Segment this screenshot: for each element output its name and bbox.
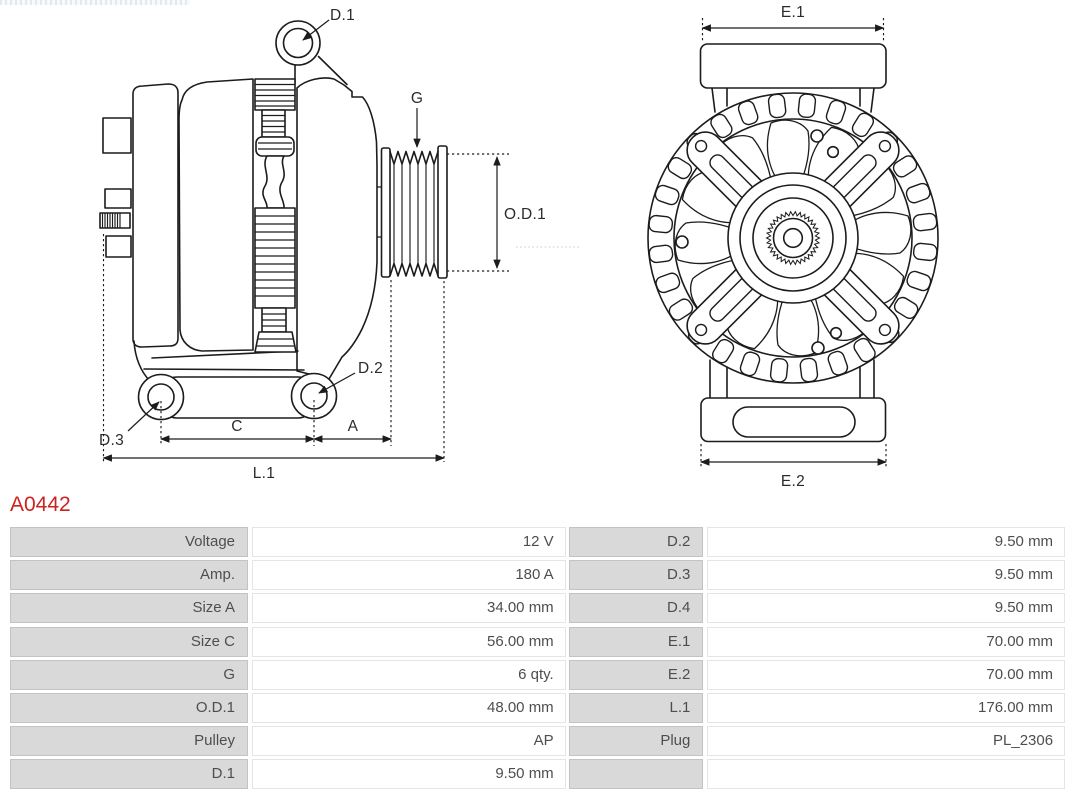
dim-label-e2: E.2 xyxy=(780,473,806,490)
spec-value: 6 qty. xyxy=(252,660,566,690)
spec-value: 180 A xyxy=(252,560,566,590)
dim-label-d3: D.3 xyxy=(99,432,125,449)
spec-value: 12 V xyxy=(252,527,566,557)
hole xyxy=(812,342,824,354)
spec-value: 70.00 mm xyxy=(707,660,1065,690)
hole xyxy=(828,147,839,158)
spec-label: G xyxy=(10,660,248,690)
spec-label: Size A xyxy=(10,593,248,623)
dim-label-g: G xyxy=(410,90,424,107)
spec-value: 176.00 mm xyxy=(707,693,1065,723)
spec-table xyxy=(10,527,1065,789)
spec-value: 56.00 mm xyxy=(252,627,566,657)
spec-value: 9.50 mm xyxy=(707,560,1065,590)
spec-value: 9.50 mm xyxy=(707,527,1065,557)
spec-value: PL_2306 xyxy=(707,726,1065,756)
dim-label-l1: L.1 xyxy=(252,465,276,482)
spec-value: 70.00 mm xyxy=(707,627,1065,657)
spec-label: D.4 xyxy=(569,593,703,623)
dim-label-d2: D.2 xyxy=(358,360,384,377)
spec-value: 48.00 mm xyxy=(252,693,566,723)
dim-label-c: C xyxy=(231,418,243,435)
spec-label: Voltage xyxy=(10,527,248,557)
hole xyxy=(831,328,842,339)
spec-label: Pulley xyxy=(10,726,248,756)
dim-label-d1: D.1 xyxy=(330,7,356,24)
dim-label-od1: O.D.1 xyxy=(504,206,546,223)
spec-value: 9.50 mm xyxy=(252,759,566,789)
spec-value: AP xyxy=(252,726,566,756)
alternator-front-view xyxy=(648,4,938,490)
spec-label: Plug xyxy=(569,726,703,756)
alternator-side-view xyxy=(99,7,580,482)
spec-value xyxy=(707,759,1065,789)
dim-label-e1: E.1 xyxy=(780,4,806,21)
part-number: A0442 xyxy=(10,493,71,516)
spec-label: Amp. xyxy=(10,560,248,590)
spec-label: Size C xyxy=(10,627,248,657)
spec-label: D.3 xyxy=(569,560,703,590)
spec-label: D.2 xyxy=(569,527,703,557)
hole xyxy=(811,130,823,142)
spec-label: D.1 xyxy=(10,759,248,789)
spec-label: E.1 xyxy=(569,627,703,657)
dim-label-a: A xyxy=(347,418,359,435)
spec-value: 9.50 mm xyxy=(707,593,1065,623)
spec-label: E.2 xyxy=(569,660,703,690)
hole xyxy=(676,236,688,248)
spec-value: 34.00 mm xyxy=(252,593,566,623)
spec-label xyxy=(569,759,703,789)
spec-label: L.1 xyxy=(569,693,703,723)
spec-label: O.D.1 xyxy=(10,693,248,723)
